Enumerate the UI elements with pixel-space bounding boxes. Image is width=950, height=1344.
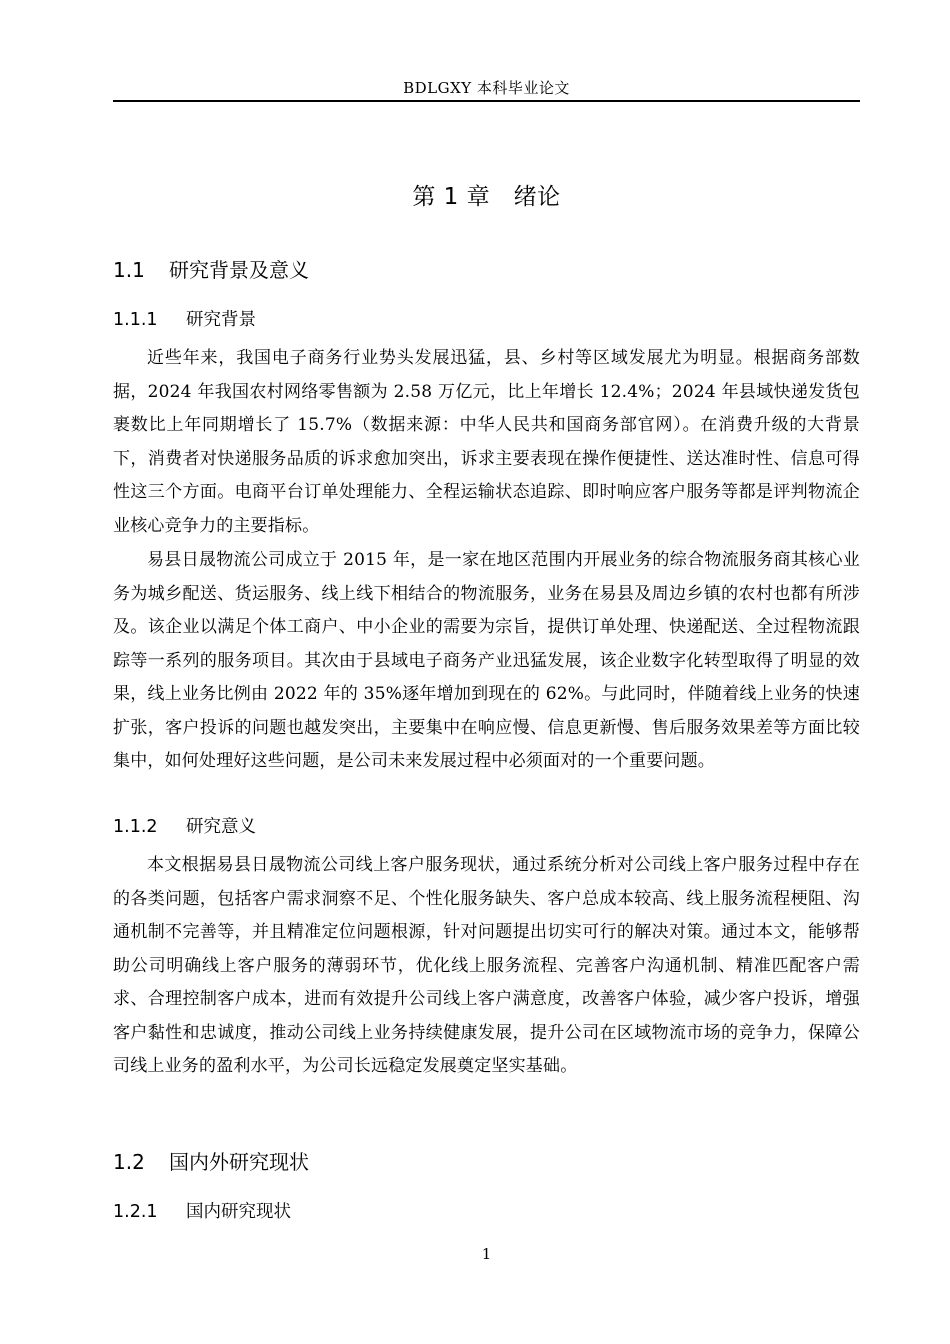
section-heading-1-2 [113,1146,309,1175]
section-title: 研究背景 [186,310,256,330]
section-heading-1-1-1 [113,306,256,331]
header-divider [113,100,860,102]
section-number: 1.2 [113,1150,145,1174]
section-number: 1.2.1 [113,1202,158,1222]
section-heading-1-1 [113,254,309,283]
section-title: 研究背景及意义 [169,258,309,282]
section-heading-1-1-2 [113,813,256,838]
section-number: 1.1.1 [113,310,158,330]
page-number: 1 [481,1245,492,1263]
paragraph-background-2: 易县日晟物流公司成立于 2015 年，是一家在地区范围内开展业务的综合物流服务商其核心业务为城乡配送、货运服务、线上线下相结合的物流服务，业务在易县及周边乡镇的农村也都有所涉及。该企业以满足个体工商户、中小企业的需要为宗旨，提供订单处理、快递配送、全过程物流跟踪等一系列的服务项目。其次由于县域电子商务产业迅猛发展，该企业数字化转型取得了明显的效果，线上业务比例由 2022 年的 35%逐年增加到现在的 62%。与此同时，伴随着线上业务的快速扩张，客户投诉的问题也越发突出，主要集中在响应慢、信息更新慢、售后服务效果差等方面比较集中，如何处理好这些问题，是公司未来发展过程中必须面对的一个重要问题。 [113,550,860,771]
section-heading-1-2-1 [113,1198,291,1223]
section-number: 1.1.2 [113,817,158,837]
chapter-title: 第 1 章 绪论 [412,184,561,210]
section-title: 国内外研究现状 [169,1150,309,1174]
paragraph-background-1: 近些年来，我国电子商务行业势头发展迅猛，县、乡村等区域发展尤为明显。根据商务部数据，2024 年我国农村网络零售额为 2.58 万亿元，比上年增长 12.4%；2024 年县域快递发货包裹数比上年同期增长了 15.7%（数据来源：中华人民共和国商务部官网）。在消费升级的大背景下，消费者对快递服务品质的诉求愈加突出，诉求主要表现在操作便捷性、送达准时性、信息可得性这三个方面。电商平台订单处理能力、全程运输状态追踪、即时响应客户服务等都是评判物流企业核心竞争力的主要指标。 [113,348,860,536]
section-title: 国内研究现状 [186,1202,291,1222]
paragraph-significance: 本文根据易县日晟物流公司线上客户服务现状，通过系统分析对公司线上客户服务过程中存在的各类问题，包括客户需求洞察不足、个性化服务缺失、客户总成本较高、线上服务流程梗阻、沟通机制不完善等，并且精准定位问题根源，针对问题提出切实可行的解决对策。通过本文，能够帮助公司明确线上客户服务的薄弱环节，优化线上服务流程、完善客户沟通机制、精准匹配客户需求、合理控制客户成本，进而有效提升公司线上客户满意度，改善客户体验，减少客户投诉，增强客户黏性和忠诚度，推动公司线上业务持续健康发展，提升公司在区域物流市场的竞争力，保障公司线上业务的盈利水平，为公司长远稳定发展奠定坚实基础。 [113,855,860,1076]
section-title: 研究意义 [186,817,256,837]
section-number: 1.1 [113,258,145,282]
running-header: BDLGXY 本科毕业论文 [403,79,570,97]
